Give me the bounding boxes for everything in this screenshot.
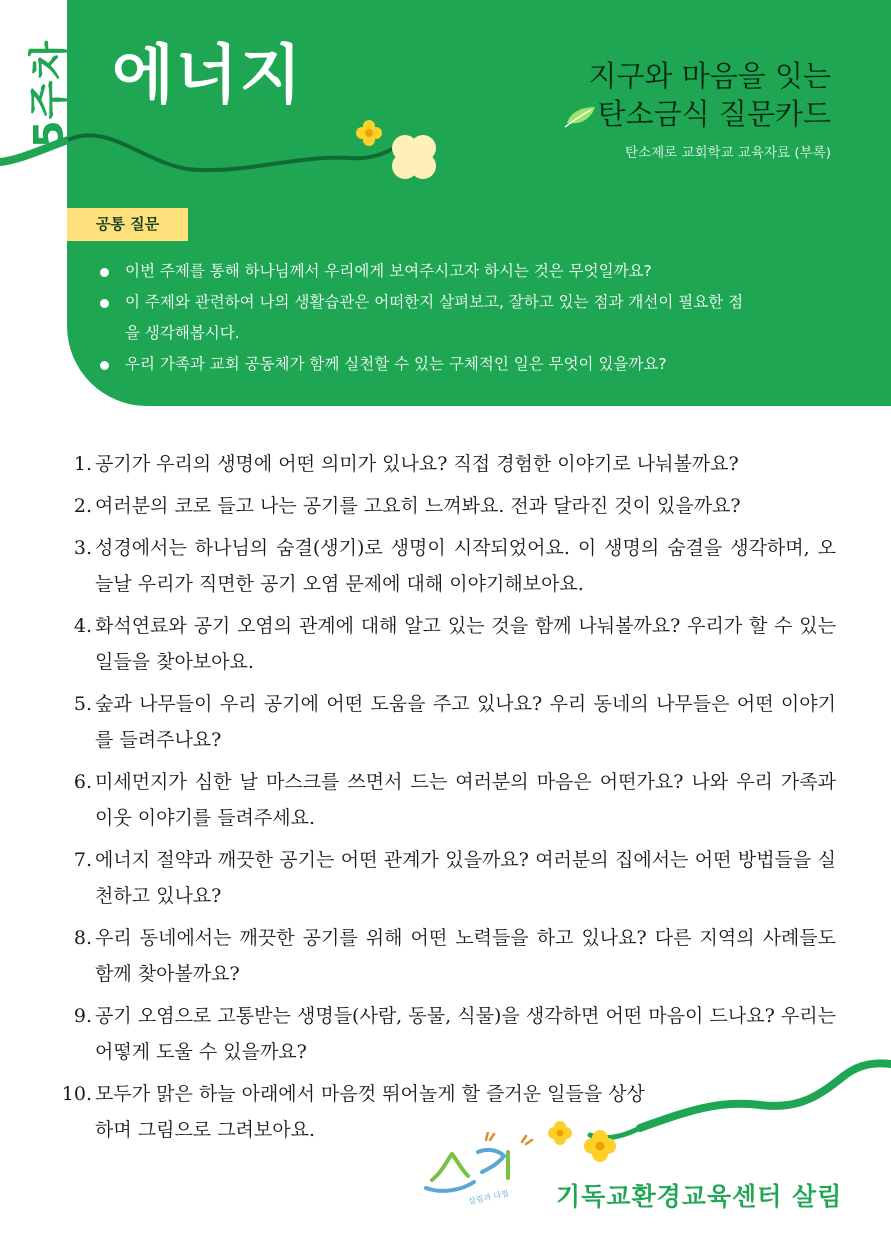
question-item: 2. 여러분의 코로 들고 나는 공기를 고요히 느껴봐요. 전과 달라진 것이 있을까요? [73,495,741,517]
common-question-item: 우리 가족과 교회 공동체가 함께 실천할 수 있는 구체적인 일은 무엇이 있을까요? [97,349,827,380]
common-question-item: 이 주제와 관련하여 나의 생활습관은 어떠한지 살펴보고, 잘하고 있는 점과 개선이 필요한 점을 생각해봅시다. [97,287,745,349]
week-label: 5주차 [26,39,73,149]
question-item: 4. 화석연료와 공기 오염의 관계에 대해 알고 있는 것을 함께 나눠볼까요? 우리가 할 수 있는 일들을 찾아보아요. [73,615,836,673]
logo-small-text: 살림과 다짐 [467,1188,510,1207]
card-subtitle: 탄소제로 교회학교 교육자료 (부록) [625,145,831,161]
card-title-line1: 지구와 마음을 잇는 [588,59,831,93]
topic-title: 에너지 [112,39,304,113]
question-item: 6. 미세먼지가 심한 날 마스크를 쓰면서 드는 여러분의 마음은 어떤가요? 나와 우리 가족과 이웃 이야기를 들려주세요. [73,771,836,829]
question-item: 10. 모두가 맑은 하늘 아래에서 마음껏 뛰어놀게 할 즐거운 일들을 상상하며 그림으로 그려보아요. [61,1083,645,1141]
common-questions-label: 공통 질문 [67,208,188,241]
questions-list [56,446,836,1154]
question-item: 5. 숲과 나무들이 우리 공기에 어떤 도움을 주고 있나요? 우리 동네의 나무들은 어떤 이야기를 들려주나요? [73,693,836,751]
question-item: 3. 성경에서는 하나님의 숨결(생기)로 생명이 시작되었어요. 이 생명의 숨결을 생각하며, 오늘날 우리가 직면한 공기 오염 문제에 대해 이야기해보아요. [73,537,836,595]
question-item: 1. 공기가 우리의 생명에 어떤 의미가 있나요? 직접 경험한 이야기로 나눠볼까요? [73,453,739,475]
org-name: 기독교환경교육센터 살림 [556,1182,843,1211]
common-question-item: 이번 주제를 통해 하나님께서 우리에게 보여주시고자 하시는 것은 무엇일까요? [97,256,827,287]
question-item: 9. 공기 오염으로 고통받는 생명들(사람, 동물, 식물)을 생각하면 어떤 마음이 드나요? 우리는 어떻게 도울 수 있을까요? [73,1005,836,1063]
card-title-line2: 탄소금식 질문카드 [597,97,831,131]
question-item: 8. 우리 동네에서는 깨끗한 공기를 위해 어떤 노력들을 하고 있나요? 다른 지역의 사례들도 함께 찾아볼까요? [73,927,836,985]
question-item: 7. 에너지 절약과 깨끗한 공기는 어떤 관계가 있을까요? 여러분의 집에서는 어떤 방법들을 실천하고 있나요? [73,849,836,907]
